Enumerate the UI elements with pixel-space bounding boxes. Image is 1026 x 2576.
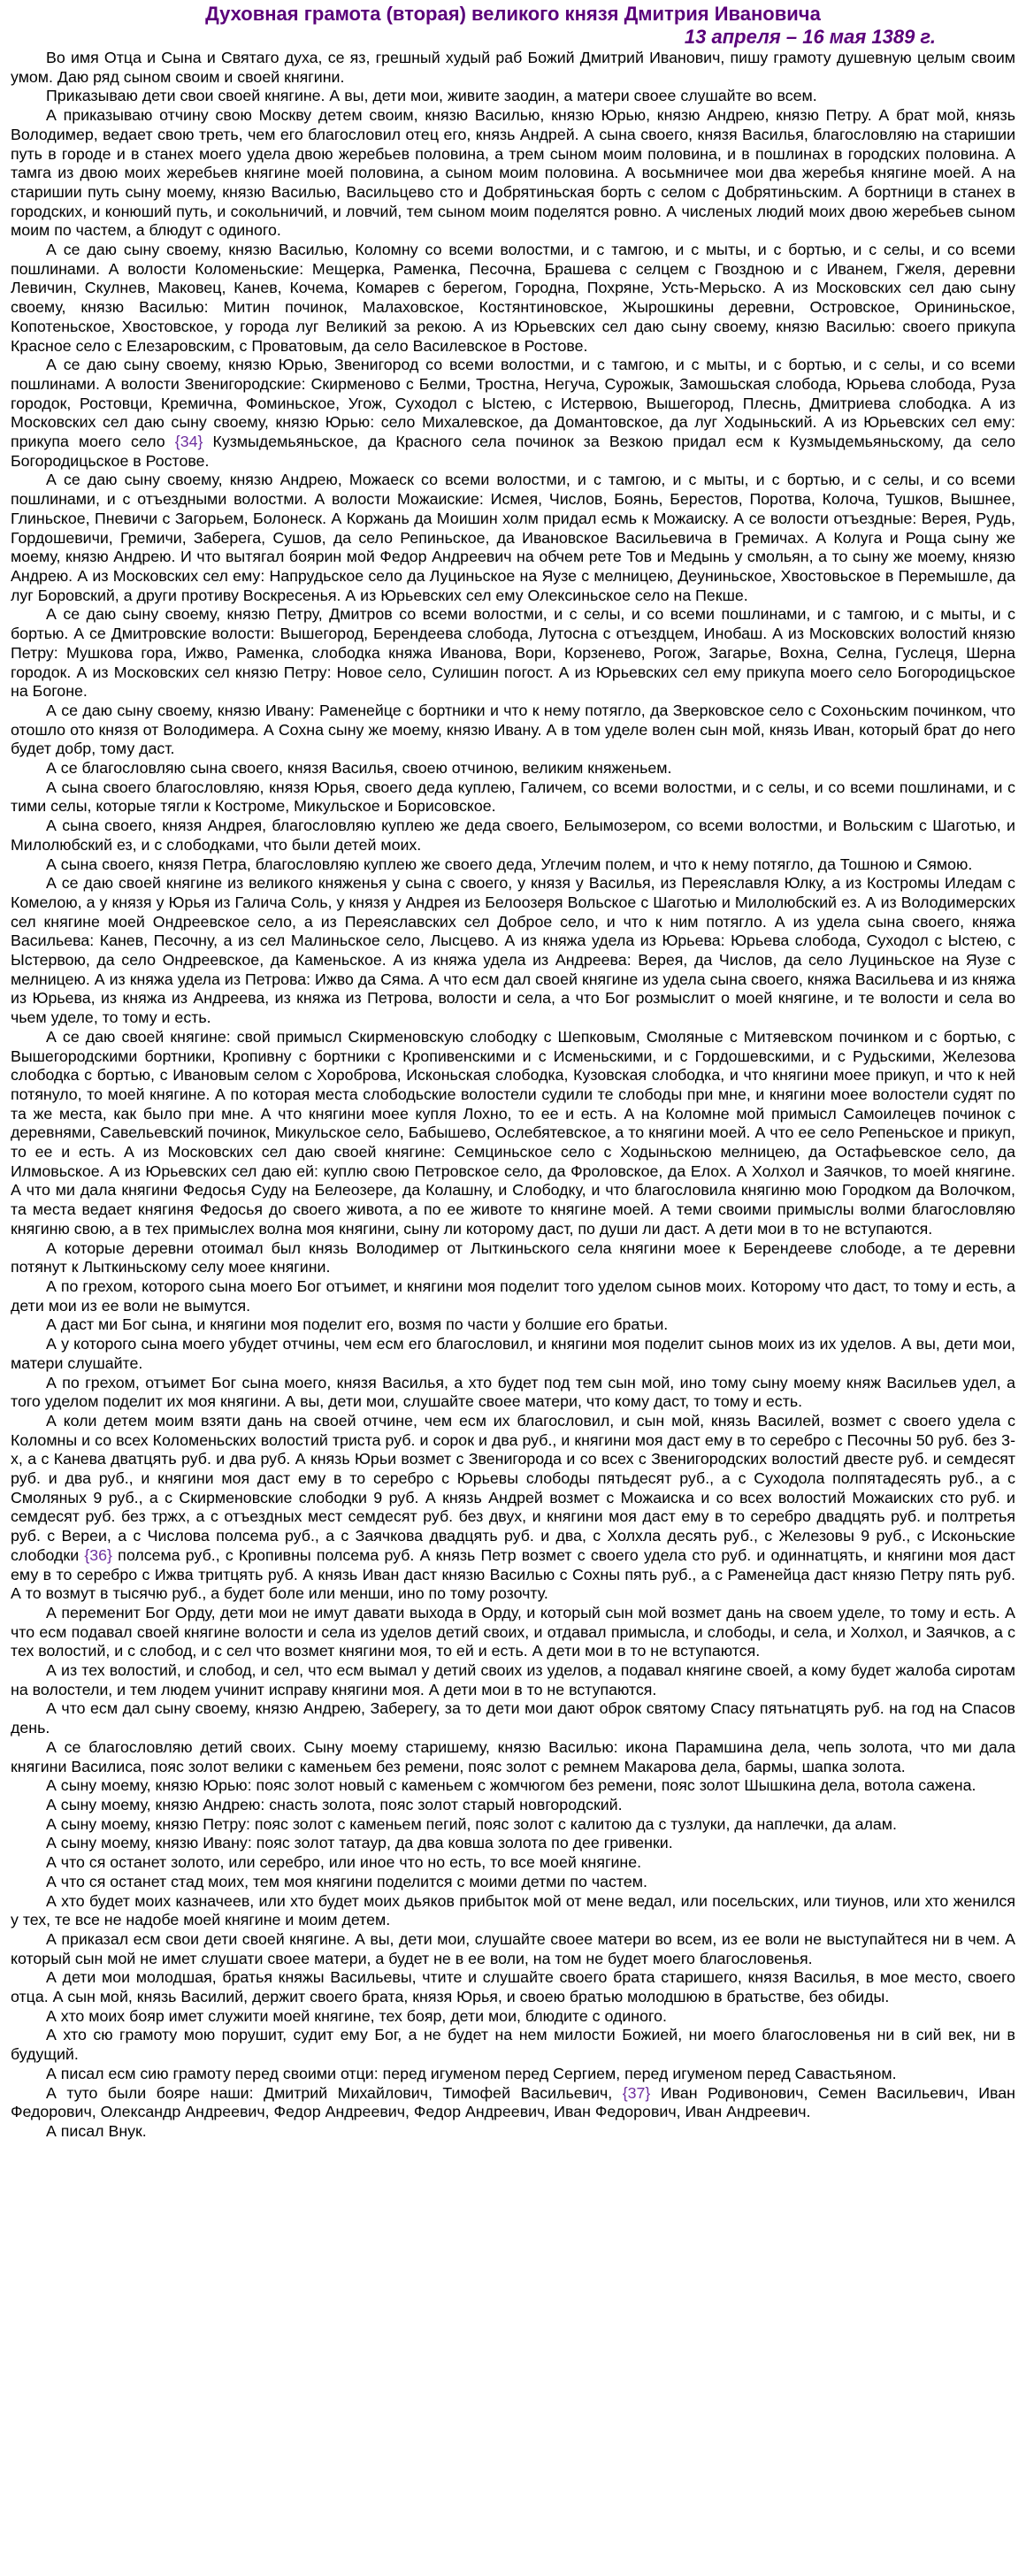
footnote-reference: {37} bbox=[622, 2083, 651, 2102]
paragraph-text: А переменит Бог Орду, дети мои не имут давати выхода в Орду, и который сын мой возмет дань на своем уделе, то тому и есть. А что есм подавал своей княгине волости и села из уделов детий своих, и отдавал примысла, и слободы, и села, и Холхол, и Заячков, а с тех волостий, и с слобод, и с сел что возмет княгини моя, то ей и есть. А дети мои в то не вступаются. bbox=[11, 1603, 1015, 1660]
paragraph-text: А се даю сыну своему, князю Андрею, Можаеск со всеми волостми, и с тамгою, и с мыты, и с бортью, и с селы, и со всеми пошлинами, и с отъездными волостми. А волости Можаиские: Исмея, Числов, Боянь, Берестов, Поротва, Колоча, Тушков, Вышнее, Глиньское, Пневичи с Загорьем, Болонеск. А Коржань да Моишин холм придал есмь к Можаиску. А се волости отъездные: Верея, Рудь, Гордошевичи, Гремичи, Заберега, Сушов, да село Репиньское, да Ивановское Васильевича в Гремичах. А Колуга и Роща сыну же моему, князю Андрею. И что вытягал боярин мой Федор Андреевич на обчем рете Тов и Медынь у смольян, а то сыну же моему, князю Андрею. А из Московских сел ему: Напрудьское село да Луциньское на Яузе с мелницею, Деуниньское, Хвостовьское в Перемышле, да луг Боровский, а други противу Воскресенья. А из Юрьевских сел ему Олексиньское село на Пекше. bbox=[11, 471, 1015, 604]
paragraph bbox=[11, 1699, 1015, 1737]
paragraph bbox=[11, 1930, 1015, 1968]
paragraph bbox=[11, 49, 1015, 87]
paragraph-text: А по грехом, которого сына моего Бог отъимет, и княгини моя поделит того уделом сынов моих. Которому что даст, то тому и есть, а дети мои из ее воли не вымутся. bbox=[11, 1277, 1015, 1315]
paragraph bbox=[11, 759, 1015, 778]
paragraph bbox=[11, 87, 1015, 106]
paragraph-text: А сыну моему, князю Юрью: пояс золот новый с каменьем с жомчюгом без ремени, пояс золот Шышкина дела, вотола сажена. bbox=[46, 1776, 976, 1795]
document-body bbox=[11, 49, 1015, 2142]
paragraph bbox=[11, 2122, 1015, 2142]
paragraph bbox=[11, 1892, 1015, 1930]
paragraph-text: А писал есм сию грамоту перед своими отци: перед игуменом перед Сергием, перед игуменом перед Савастьяном. bbox=[46, 2064, 897, 2082]
paragraph bbox=[11, 2007, 1015, 2027]
paragraph bbox=[11, 106, 1015, 241]
paragraph bbox=[11, 1335, 1015, 1373]
paragraph bbox=[11, 1834, 1015, 1853]
paragraph-text: А у которого сына моего убудет отчины, чем есм его благословил, и княгини моя поделит сынов моих из их уделов. А вы, дети мои, матери слушайте. bbox=[11, 1335, 1015, 1372]
paragraph-text: А се даю сыну своему, князю Юрью, Звенигород со всеми волостми, и с тамгою, и с мыты, и с бортью, и с селы, и со всеми пошлинами. А волости Звенигородские: Скирменово с Белми, Тростна, Негуча, Сурожык, Замошьская слобода, Юрьева слобода, Руза городок, Ростовци, Кремична, Фоминьское, Угож, Суходол с Ыстею, с Истервою, Вышегород, Плеснь, Дмитриева слободка. А из Московских сел даю сыну своему, князю Юрью: село Михалевское, да Домантовское, да луг Ходыньский. А из Юрьевских сел ему: прикупа моего село bbox=[11, 356, 1015, 451]
paragraph-text: А се даю своей княгине: свой примысл Скирменовскую слободку с Шепковым, Смоляные с Митяевском починком и с бортью, с Вышегородскими бортники, Кропивну с бортники с Кропивенскими и с Исменьскими, и с Гордошевскими, и с Рудьскими, Железова слободка с бортью, с Ивановым селом с Хороброва, Исконьская слободка, Кузовская слободка, и что княгини моее прикуп, и что к ней потянуло, то моей княгине. А по которая места слободьские волостели судили те слободы при мне, и княгини моее волостели судят по та же места, как было при мне. А что княгини моее купля Лохно, то ее и есть. А на Коломне мой примысл Самоилецев починок с деревнями, Савельевский починок, Микульское село, Бабышево, Ослебятевское, а то княгини моей. А что ее село Репеньское и прикуп, то ее и есть. А из Московских сел даю своей княгине: Семциньское село с Ходыньскою мелницею, да Остафьевское село, да Илмовьское. А из Юрьевских сел даю ей: куплю свою Петровское село, да Фроловское, да Елох. А Холхол и Заячков, то моей княгине. А что ми дала княгини Федосья Суду на Белеозере, да Колашну, и Слободку, и что благословила княгиню мою Городком да Волочком, та места ведает княгиня Федосья до своего живота, а по ее животе то княгине моей. А теми своими примыслы волми благословляю княгиню свою, а в тех примыслех волна моя княгини, сыну ли которому даст, по души ли даст. А дети мои в то не вступаются. bbox=[11, 1027, 1015, 1238]
paragraph-text: А писал Внук. bbox=[46, 2121, 147, 2140]
paragraph bbox=[11, 2065, 1015, 2084]
paragraph-text: Приказываю дети свои своей княгине. А вы, дети мои, живите заодин, а матери своее слушайте во всем. bbox=[46, 87, 817, 105]
paragraph bbox=[11, 778, 1015, 816]
paragraph bbox=[11, 1661, 1015, 1699]
paragraph bbox=[11, 1873, 1015, 1892]
paragraph-text: А что ся останет золото, или серебро, или иное что но есть, то все моей княгине. bbox=[46, 1853, 642, 1872]
paragraph-text: А се даю сыну своему, князю Ивану: Раменейце с бортники и что к нему потягло, да Зверковское село с Сохоньским починком, что отошло ото князя от Володимера. А Сохна сыну же моему, князю Ивану. А в том уделе волен сын мой, князь Иван, который брат до него будет добр, тому даст. bbox=[11, 701, 1015, 758]
paragraph bbox=[11, 471, 1015, 605]
paragraph bbox=[11, 1277, 1015, 1315]
paragraph-text: Во имя Отца и Сына и Святаго духа, се яз, грешный худый раб Божий Дмитрий Иванович, пишу грамоту душевную целым своим умом. Даю ряд сыном своим и своей княгини. bbox=[11, 49, 1015, 86]
paragraph bbox=[11, 1374, 1015, 1412]
paragraph-text: А се даю своей княгине из великого княженья у сына с своего, у князя у Василья, из Переяславля Юлку, а из Костромы Иледам с Комелою, а у князя у Юрья из Галича Соль, у князя у Андрея из Белоозеря Вольское с Шаготью и Милолюбский ез. А из Володимерских сел княгине моей Ондреевское село, а из Переяславских сел Доброе село, и что к ним потягло. А из удела сына своего, княжа Васильева: Канев, Песочну, а из сел Малиньское село, Лысцево. А из княжа удела из Юрьева: Юрьева слобода, Суходол с Ыстею, с Ыстервою, да село Ондреевское, да Каменьское. А из княжа удела из Андреева: Верея, да Числов, да село Луциньское на Яузе с мелницею. А из княжа удела из Петрова: Ижво да Сяма. А что есм дал своей княгине из удела сына своего, княжа Васильева и из княжа из Юрьева, из княжа из Андреева, из княжа из Петрова, волости и села, а что Бог розмыслит о моей княгине, и те волости и села во чьем уделе, то тому и есть. bbox=[11, 874, 1015, 1027]
paragraph bbox=[11, 855, 1015, 875]
paragraph-text: А хто сю грамоту мою порушит, судит ему Бог, а не будет на нем милости Божией, ни моего благословенья ни в сий век, ни в будущий. bbox=[11, 2026, 1015, 2064]
paragraph-text: А что ся останет стад моих, тем моя княгини поделится с моими детми по частем. bbox=[46, 1872, 647, 1890]
footnote-reference: {34} bbox=[174, 433, 203, 451]
paragraph-text: А сыну моему, князю Андрею: снасть золота, пояс золот старый новгородский. bbox=[46, 1795, 623, 1813]
paragraph-text: А се даю сыну своему, князю Петру, Дмитров со всеми волостми, и с селы, и со всеми пошлинами, и с тамгою, и с мыты, и с бортью. А се Дмитровские волости: Вышегород, Берендеева слобода, Лутосна с отъездцем, Инобаш. А из Московских волостий князю Петру: Мушкова гора, Ижво, Раменка, слободка княжа Иванова, Вори, Корзенево, Рогож, Загарье, Вохна, Селна, Гуслеця, Шерна городок. А из Московских сел князю Петру: Новое село, Сулишин погост. А из Юрьевских сел ему прикупа моего село Богородицьское на Богоне. bbox=[11, 605, 1015, 701]
paragraph-text: А сыну моему, князю Ивану: пояс золот татаур, да два ковша золота по дее гривенки. bbox=[46, 1834, 673, 1852]
paragraph bbox=[11, 1738, 1015, 1776]
paragraph-text: А се благословляю детий своих. Сыну моему старишему, князю Василью: икона Парамшина дела, чепь золота, что ми дала княгини Василиса, пояс золот велики с каменьем без ремени, пояс золот с ремнем Макарова дела, бармы, шапка золота. bbox=[11, 1737, 1015, 1775]
paragraph-text: А сына своего, князя Петра, благословляю куплею же своего деда, Углечим полем, и что к нему потягло, да Тошною и Сямою. bbox=[46, 855, 973, 873]
paragraph bbox=[11, 1796, 1015, 1815]
paragraph bbox=[11, 1815, 1015, 1835]
paragraph bbox=[11, 1604, 1015, 1661]
paragraph-text: А даст ми Бог сына, и княгини моя поделит его, возмя по части у болшие его братьи. bbox=[46, 1315, 669, 1334]
paragraph bbox=[11, 1853, 1015, 1873]
paragraph bbox=[11, 816, 1015, 855]
document-date: 13 апреля – 16 мая 1389 г. bbox=[684, 26, 936, 48]
document-title: Духовная грамота (вторая) великого князя Дмитрия Ивановича bbox=[205, 3, 821, 25]
paragraph-text: А сыну моему, князю Петру: пояс золот с каменьем пегий, пояс золот с калитою да с тузлуки, да наплечки, да алам. bbox=[46, 1814, 897, 1833]
paragraph-text: А дети мои молодшая, братья княжы Васильевы, чтите и слушайте своего брата старишего, князя Василья, в мое место, своего отца. А сын мой, князь Василий, держит своего брата, князя Юрья, и своею братью молодшюю в братьстве, без обиды. bbox=[11, 1968, 1015, 2006]
paragraph bbox=[11, 1315, 1015, 1335]
paragraph bbox=[11, 1968, 1015, 2006]
paragraph bbox=[11, 356, 1015, 471]
paragraph bbox=[11, 2084, 1015, 2122]
paragraph-text: А из тех волостий, и слобод, и сел, что есм вымал у детий своих из уделов, а подавал княгине своей, а кому будет жалоба сиротам на волостели, и тем людем учинит исправу княгини моя. А дети мои в то не вступаются. bbox=[11, 1661, 1015, 1698]
paragraph-text: полсема руб., с Кропивны полсема руб. А князь Петр возмет с своего удела сто руб. и одиннатцять, и княгини моя даст ему в то серебро с Ижва тритцять руб. А князь Иван даст князю Василью с Сохны пять руб., а с Раменейца даст князю Петру пять руб. А то возмут в тысячю руб., а будет боле или менши, ино по тому розочту. bbox=[11, 1545, 1015, 1603]
paragraph-text: А коли детем моим взяти дань на своей отчине, чем есм их благословил, и сын мой, князь Василей, возмет с своего удела с Коломны и со всех Коломеньских волостий триста руб. и сорок и два руб., и княгини моя даст ему в то серебро с Песочны 50 руб. без 3-х, а с Канева дватцять руб. и два руб. А князь Юрьи возмет с Звенигорода и со всех с Звенигородских волостий двесте руб. и семдесят руб. и два руб., и княгини моя даст ему в то серебро с Юрьевы слободы пятьдесят руб., а с Суходола полпятадесять руб., а с Смоляных 9 руб., а с Скирменовские слободки 9 руб. А князь Андрей возмет с Можаиска и со всех волостий Можаиских сто руб. и семдесят руб. без тржх, а с отъездных мест семдесят руб. без двух, и княгини моя даст ему в то серебро двадцять руб. и полтретья руб. с Вереи, а с Числова полсема руб., а с Заячкова двадцять руб. и два, с Холхла десять руб., с Железовы 9 руб., с Исконьские слободки bbox=[11, 1411, 1015, 1564]
paragraph-text: А приказал есм свои дети своей княгине. А вы, дети мои, слушайте своее матери во всем, из ее воли не выступайтеся ни в чем. А который сын мой не имет слушати своее матери, а будет не в ее воли, на том не будет моего благословенья. bbox=[11, 1929, 1015, 1967]
paragraph-text: А се даю сыну своему, князю Василью, Коломну со всеми волостми, и с тамгою, и с мыты, и с бортью, и с селы, и со всеми пошлинами. А волости Коломеньские: Мещерка, Раменка, Песочна, Брашева с селцем с Гвоздною и с Иванем, Гжеля, деревни Левичин, Скулнев, Маковец, Канев, Кочема, Комарев с берегом, Городна, Похряне, Усть-Мерьско. А из Московских сел даю сыну своему, князю Василью: Митин починок, Малаховское, Костянтиновское, Жырошкины деревни, Островское, Орининьское, Копотеньское, Хвостовское, у города луг Великий за рекою. А из Юрьевских сел даю сыну своему, князю Василью: своего прикупа Красное село с Елезаровским, с Проватовым, да село Василевское в Ростове. bbox=[11, 241, 1015, 355]
paragraph bbox=[11, 1239, 1015, 1277]
paragraph-text: Кузмыдемьяньское, да Красного села починок за Везкою придал есм к Кузмыдемьяньскому, да село Богородицьское в Ростове. bbox=[11, 433, 1015, 470]
paragraph-text: А приказываю отчину свою Москву детем своим, князю Василью, князю Юрью, князю Андрею, князю Петру. А брат мой, князь Володимер, ведает свою треть, чем его благословил отец его, князь Андрей. А сына своего, князя Василья, благословляю на старишии путь в городе и в станех моего удела двою жеребьев половина, а трем сыном моим половина, и в пошлинах в городских половина. А тамга из двою моих жеребьев княгине моей половина, а сыном моим половина. А восьмничее мои два жеребья княгине моей. А на старишии путь сыну моему, князю Василью, Васильцево сто и Добрятиньская борть с селом с Добрятиньским. А бортници в станех в городских, и конюший путь, и сокольничий, и ловчий, тем сыном моим поделятся ровно. А численых людий моих двою жеребьев сыном моим по частем, а блюдут с одиного. bbox=[11, 106, 1015, 240]
paragraph bbox=[11, 2026, 1015, 2064]
paragraph bbox=[11, 241, 1015, 356]
footnote-reference: {36} bbox=[84, 1545, 112, 1564]
paragraph-text: А хто моих бояр имет служити моей княгине, тех бояр, дети мои, блюдите с одиного. bbox=[46, 2006, 667, 2025]
paragraph-text: А сына своего благословляю, князя Юрья, своего деда куплею, Галичем, со всеми волостми, и с селы, и со всеми пошлинами, и с тими селы, которые тягли к Костроме, Микульское и Борисовское. bbox=[11, 778, 1015, 816]
paragraph-text: Иван Родивонович, Семен Васильевич, Иван Федорович, Олександр Андреевич, Федор Андреевич, Федор Андреевич, Иван Федорович, Иван Андреевич. bbox=[11, 2083, 1015, 2121]
paragraph bbox=[11, 605, 1015, 702]
paragraph-text: А хто будет моих казначеев, или хто будет моих дьяков прибыток мой от мене ведал, или посельских, или тиунов, или хто женился у тех, те все не надобе моей княгине и моим детем. bbox=[11, 1891, 1015, 1929]
paragraph-text: А что есм дал сыну своему, князю Андрею, Заберегу, за то дети мои дают оброк святому Спасу пятьнатцять руб. на год на Спасов день. bbox=[11, 1699, 1015, 1737]
paragraph bbox=[11, 1028, 1015, 1239]
paragraph bbox=[11, 1776, 1015, 1796]
paragraph bbox=[11, 874, 1015, 1028]
paragraph-text: А которые деревни отоимал был князь Володимер от Лыткиньского села княгини моее к Берендееве слободе, а те деревни потянут к Лыткиньскому селу моее княгини. bbox=[11, 1238, 1015, 1276]
paragraph-text: А по грехом, отъимет Бог сына моего, князя Василья, а хто будет под тем сын мой, ино тому сыну моему княж Васильев удел, а того уделом поделит их моя княгини. А вы, дети мои, слушайте своее матери, что кому даст, то тому и есть. bbox=[11, 1373, 1015, 1411]
paragraph bbox=[11, 702, 1015, 759]
paragraph-text: А сына своего, князя Андрея, благословляю куплею же деда своего, Белымозером, со всеми волостми, и Вольским с Шаготью, и Милолюбский ез, и с слободками, что были детей моих. bbox=[11, 816, 1015, 854]
paragraph-text: А се благословляю сына своего, князя Василья, своею отчиною, великим княженьем. bbox=[46, 759, 672, 778]
paragraph-text: А туто были бояре наши: Дмитрий Михайлович, Тимофей Васильевич, bbox=[46, 2083, 623, 2102]
paragraph bbox=[11, 1412, 1015, 1604]
